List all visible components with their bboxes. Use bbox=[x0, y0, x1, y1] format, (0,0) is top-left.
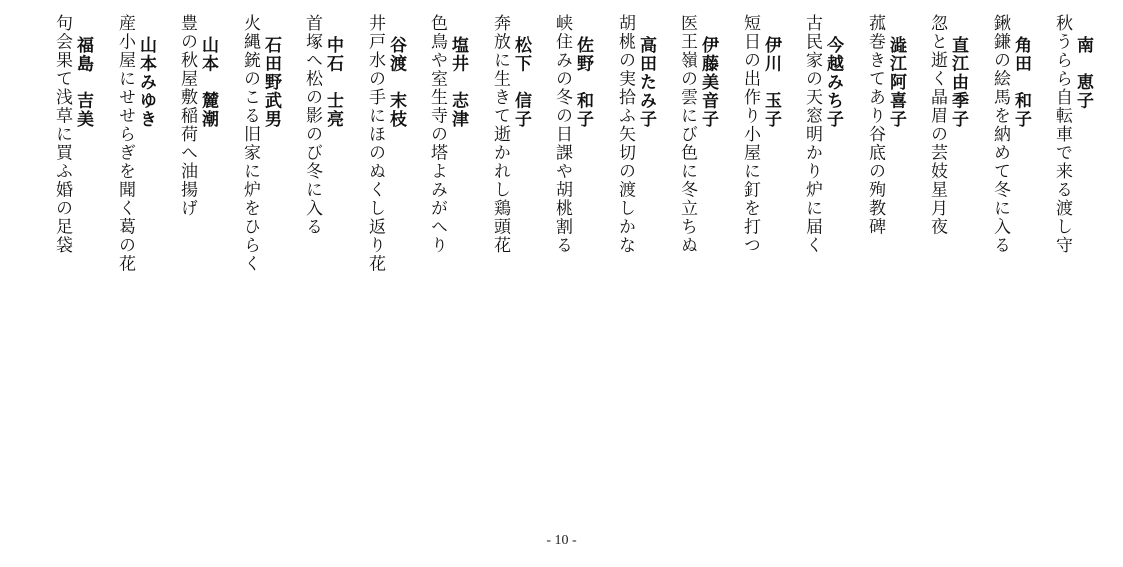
haiku-text: 古民家の天窓明かり炉に届く bbox=[802, 14, 822, 255]
author-name: 塩井 志津 bbox=[448, 36, 468, 129]
author-name: 伊川 玉子 bbox=[761, 36, 781, 129]
haiku-text: 秋うらら自転車で来る渡し守 bbox=[1052, 14, 1072, 255]
author-name: 中石 士亮 bbox=[323, 36, 343, 129]
page-number: - 10 - bbox=[546, 533, 577, 548]
haiku-text: 鍬鎌の絵馬を納めて冬に入る bbox=[990, 14, 1010, 255]
author-name: 南 恵子 bbox=[1073, 36, 1093, 110]
haiku-text: 井戸水の手にほのぬくし返り花 bbox=[365, 14, 385, 273]
author-name: 高田たみ子 bbox=[636, 36, 656, 129]
author-name: 角田 和子 bbox=[1011, 36, 1031, 129]
haiku-text: 火縄銃のこる旧家に炉をひらく bbox=[240, 14, 260, 273]
haiku-text: 句会果て浅草に買ふ婚の足袋 bbox=[52, 14, 72, 255]
haiku-text: 短日の出作り小屋に釘を打つ bbox=[740, 14, 760, 255]
author-name: 松下 信子 bbox=[511, 36, 531, 129]
haiku-text: 忽と逝く晶眉の芸妓星月夜 bbox=[927, 14, 947, 236]
author-name: 今越みち子 bbox=[823, 36, 843, 129]
author-name: 福島 吉美 bbox=[73, 36, 93, 129]
haiku-text: 医王嶺の雲にび色に冬立ちぬ bbox=[677, 14, 697, 255]
haiku-text: 峡住みの冬の日課や胡桃割る bbox=[552, 14, 572, 255]
haiku-text: 奔放に生きて逝かれし鶏頭花 bbox=[490, 14, 510, 255]
author-name: 伊藤美音子 bbox=[698, 36, 718, 129]
haiku-text: 首塚へ松の影のび冬に入る bbox=[302, 14, 322, 236]
author-name: 石田野武男 bbox=[261, 36, 281, 129]
haiku-text: 産小屋にせせらぎを聞く葛の花 bbox=[115, 14, 135, 273]
haiku-text: 色鳥や室生寺の塔よみがへり bbox=[427, 14, 447, 255]
haiku-text: 菰巻きてあり谷底の殉教碑 bbox=[865, 14, 885, 236]
haiku-text: 豊の秋屋敷稲荷へ油揚げ bbox=[177, 14, 197, 218]
author-name: 直江由季子 bbox=[948, 36, 968, 129]
author-name: 佐野 和子 bbox=[573, 36, 593, 129]
author-name: 谷渡 末枝 bbox=[386, 36, 406, 129]
author-name: 山本みゆき bbox=[136, 36, 156, 129]
author-name: 山本 麓潮 bbox=[198, 36, 218, 129]
haiku-text: 胡桃の実拾ふ矢切の渡しかな bbox=[615, 14, 635, 255]
author-name: 澁江阿喜子 bbox=[886, 36, 906, 129]
